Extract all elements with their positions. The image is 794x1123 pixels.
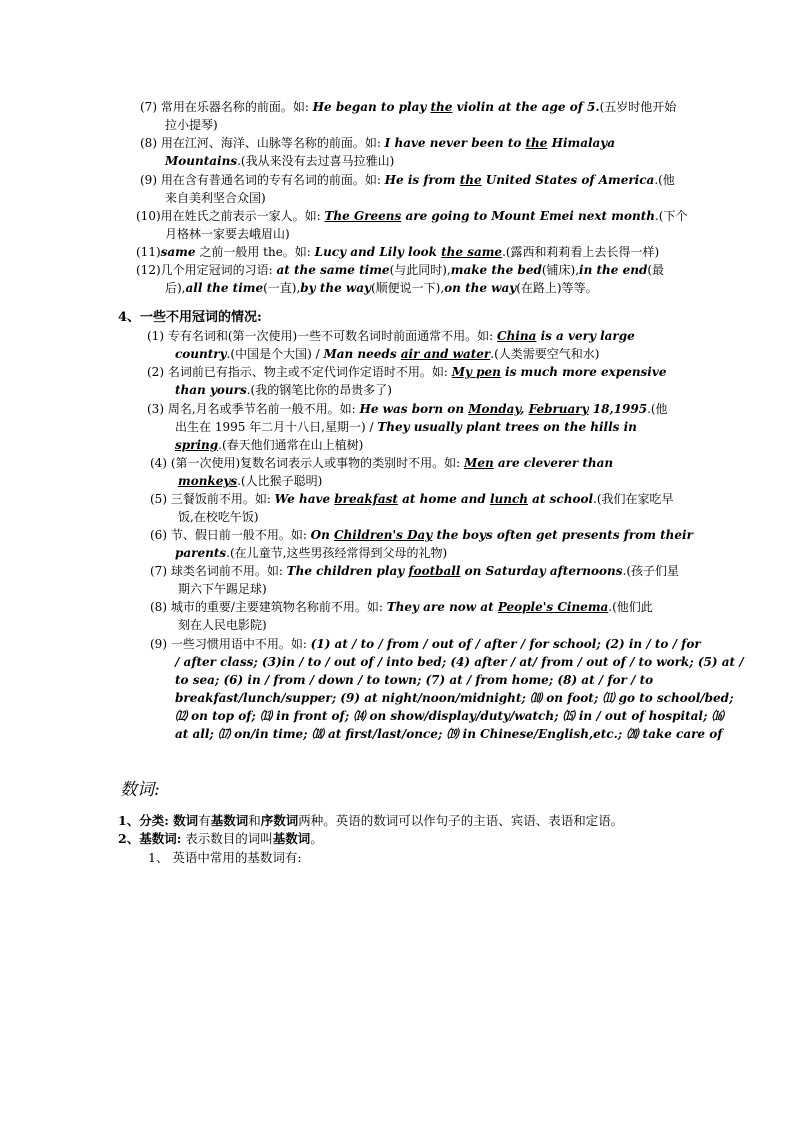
no-article-rule-9-line-1: (9) 一些习惯用语中不用。如: (1) at / to / from / out of / after / for school; (2) in / to / for: [150, 637, 701, 651]
no-article-rule-5-line-2: 饭,在校吃午饭): [178, 510, 259, 524]
article-rule-7-line-2: 拉小提琴): [165, 118, 218, 132]
no-article-rule-9-line-5: ⑿ on top of; ⒀ in front of; ⒁ on show/display/duty/watch; ⒂ in / out of hospital; ⒃: [175, 709, 724, 723]
no-article-rule-2-line-2: than yours.(我的钢笔比你的昂贵多了): [175, 383, 392, 397]
no-article-rule-7-line-1: (7) 球类名词前不用。如: The children play football on Saturday afternoons.(孩子们星: [150, 564, 680, 578]
no-article-rule-5-line-1: (5) 三餐饭前不用。如: We have breakfast at home and lunch at school.(我们在家吃早: [150, 492, 674, 506]
article-rule-9-line-2: 来自美利坚合众国): [165, 191, 266, 205]
article-rule-11-line-1: (11)same 之前一般用 the。如: Lucy and Lily look the same.(露西和莉莉看上去长得一样): [136, 245, 660, 259]
no-article-rule-3-line-3: spring.(春天他们通常在山上植树): [175, 438, 364, 452]
article-rule-12-line-2: 后),all the time(一直),by the way(顺便说一下),on the way(在路上)等等。: [165, 281, 598, 295]
numerals-cardinal-definition: 2、基数词: 表示数目的词叫基数词。: [118, 831, 323, 846]
no-article-rule-4-line-2: monkeys.(人比猴子聪明): [178, 474, 323, 488]
no-article-rule-1-line-1: (1) 专有名词和(第一次使用)一些不可数名词时前面通常不用。如: China is a very large: [147, 329, 635, 343]
no-article-rule-9-line-6: at all; ⒄ on/in time; ⒅ at first/last/once; ⒆ in Chinese/English,etc.; ⒇ take care of: [175, 727, 723, 741]
no-article-rule-8-line-1: (8) 城市的重要/主要建筑物名称前不用。如: They are now at People's Cinema.(他们此: [150, 600, 653, 614]
numerals-cardinal-list-intro: 1、 英语中常用的基数词有:: [148, 850, 302, 865]
no-article-heading: 4、一些不用冠词的情况:: [118, 310, 262, 325]
no-article-rule-6-line-2: parents.(在儿童节,这些男孩经常得到父母的礼物): [175, 546, 448, 560]
no-article-rule-6-line-1: (6) 节、假日前一般不用。如: On Children's Day the boys often get presents from their: [150, 528, 693, 542]
article-rule-8-line-2: Mountains.(我从来没有去过喜马拉雅山): [165, 154, 395, 168]
no-article-rule-2-line-1: (2) 名词前已有指示、物主或不定代词作定语时不用。如: My pen is much more expensive: [147, 365, 667, 379]
no-article-rule-9-line-4: breakfast/lunch/supper; (9) at night/noon/midnight; ⑽ on foot; ⑾ go to school/bed;: [175, 691, 734, 705]
no-article-rule-9-line-2: / after class; (3)in / to / out of / into bed; (4) after / at/ from / out of / to work; (5) at /: [175, 655, 744, 669]
no-article-rule-7-line-2: 期六下午踢足球): [178, 582, 267, 596]
no-article-rule-9-line-3: to sea; (6) in / from / down / to town; (7) at / from home; (8) at / for / to: [175, 673, 654, 687]
article-rule-10-line-2: 月格林一家要去峨眉山): [165, 227, 290, 241]
no-article-rule-4-line-1: (4) (第一次使用)复数名词表示人或事物的类别时不用。如: Men are cleverer than: [150, 456, 614, 470]
no-article-rule-3-line-2: 出生在 1995 年二月十八日,星期一) / They usually plant trees on the hills in: [175, 420, 637, 434]
article-rule-12-line-1: (12)几个用定冠词的习语: at the same time(与此同时),make the bed(铺床),in the end(最: [136, 263, 665, 277]
no-article-rule-3-line-1: (3) 周名,月名或季节名前一般不用。如: He was born on Monday, February 18,1995.(他: [147, 402, 668, 416]
no-article-rule-1-line-2: country.(中国是个大国) / Man needs air and water.(人类需要空气和水): [175, 347, 600, 361]
numerals-classification: 1、分类: 数词有基数词和序数词两种。英语的数词可以作句子的主语、宾语、表语和定语。: [118, 813, 624, 828]
article-rule-8-line-1: (8) 用在江河、海洋、山脉等名称的前面。如: I have never been to the Himalaya: [140, 136, 616, 150]
article-rule-10-line-1: (10)用在姓氏之前表示一家人。如: The Greens are going to Mount Emei next month.(下个: [136, 209, 688, 223]
article-rule-9-line-1: (9) 用在含有普通名词的专有名词的前面。如: He is from the United States of America.(他: [140, 173, 675, 187]
no-article-rule-8-line-2: 刻在人民电影院): [178, 618, 267, 632]
numerals-title: 数词:: [120, 780, 160, 800]
article-rule-7-line-1: (7) 常用在乐器名称的前面。如: He began to play the violin at the age of 5.(五岁时他开始: [140, 100, 677, 114]
